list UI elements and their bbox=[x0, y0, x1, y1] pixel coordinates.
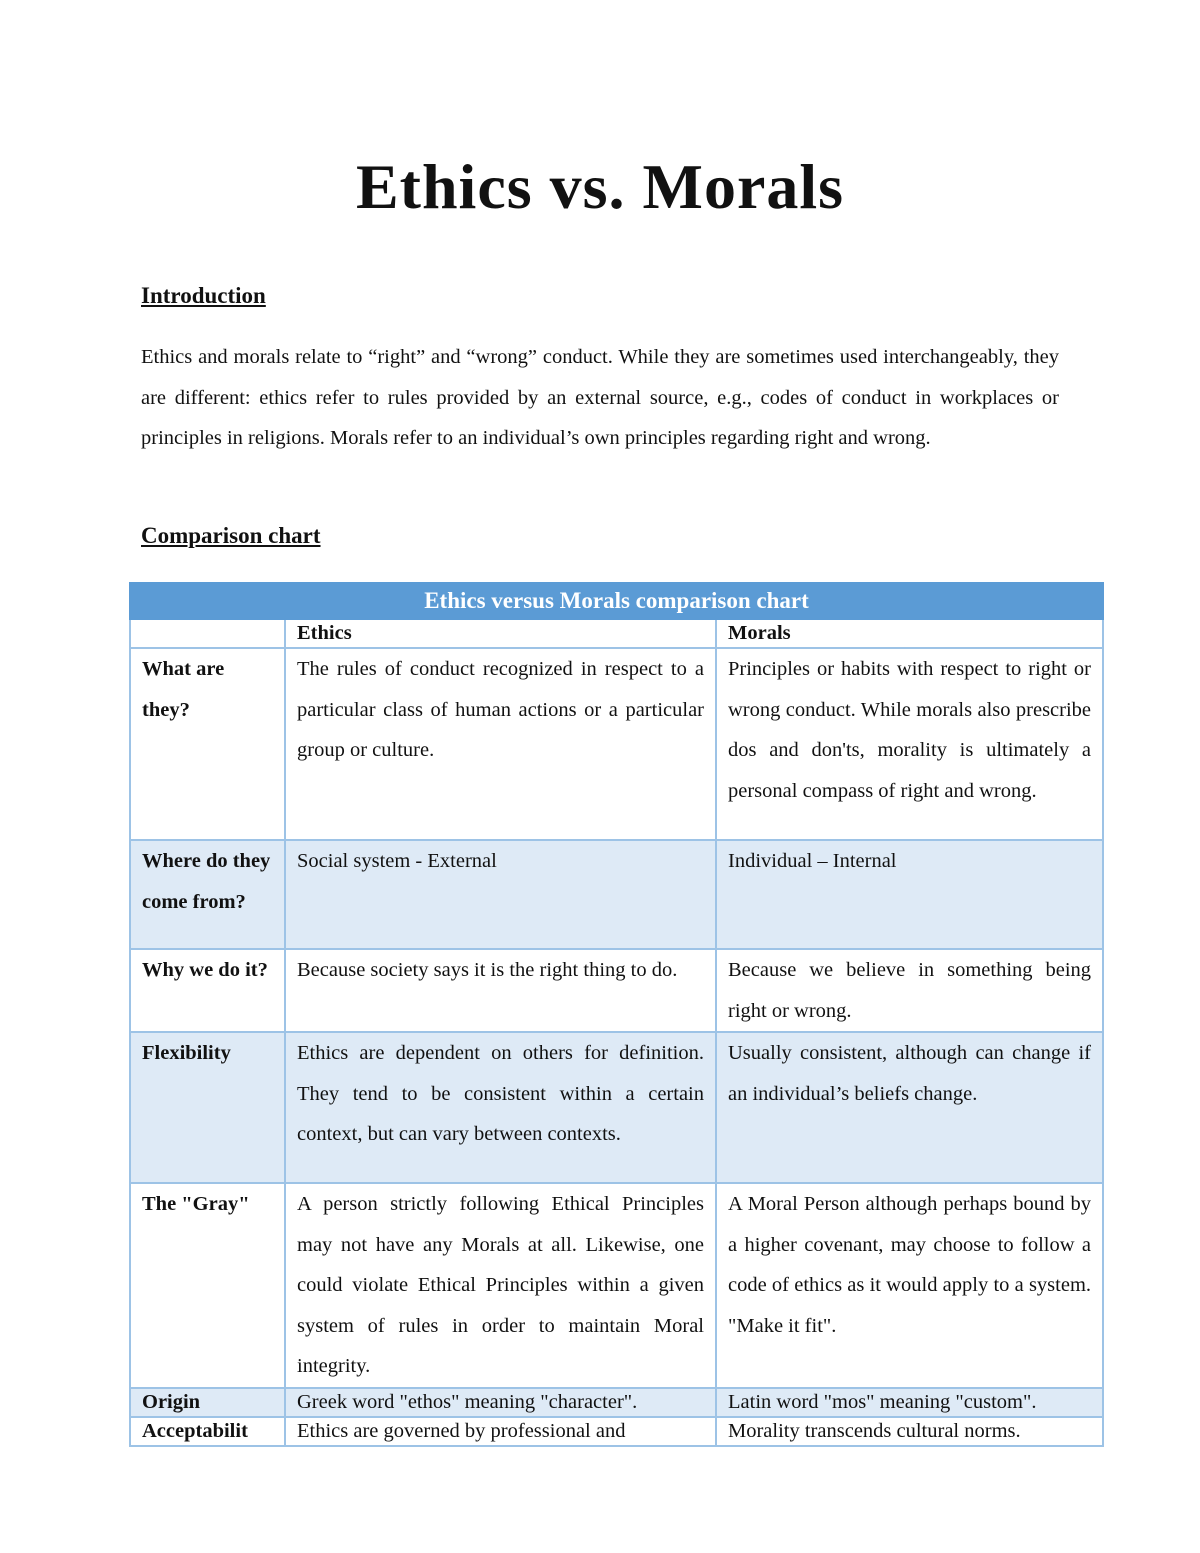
ethics-cell: Ethics are governed by professional and bbox=[285, 1417, 716, 1446]
table-row bbox=[130, 1388, 1103, 1417]
row-label: Where do they come from? bbox=[130, 840, 285, 949]
table-row bbox=[130, 648, 1103, 840]
row-label: What are they? bbox=[130, 648, 285, 840]
row-label: Why we do it? bbox=[130, 949, 285, 1032]
introduction-paragraph: Ethics and morals relate to “right” and “wrong” conduct. While they are sometimes used interchangeably, they are different: ethics refer to rules provided by an external source, e.g., codes of conduct in workplaces or principles in religions. Morals refer to an individual’s own principles regarding right and wrong. bbox=[141, 346, 1059, 449]
header-cell-ethics: Ethics bbox=[285, 619, 716, 648]
morals-cell: Principles or habits with respect to right or wrong conduct. While morals also prescribe dos and don'ts, morality is ultimately a personal compass of right and wrong. bbox=[716, 648, 1103, 840]
table-row bbox=[130, 1032, 1103, 1183]
ethics-cell: The rules of conduct recognized in respect to a particular class of human actions or a particular group or culture. bbox=[285, 648, 716, 840]
table-row bbox=[130, 1417, 1103, 1446]
table-row bbox=[130, 949, 1103, 1032]
row-label: The "Gray" bbox=[130, 1183, 285, 1388]
morals-cell: Morality transcends cultural norms. bbox=[716, 1417, 1103, 1446]
ethics-cell: Ethics are dependent on others for definition. They tend to be consistent within a certain context, but can vary between contexts. bbox=[285, 1032, 716, 1183]
row-label: Origin bbox=[130, 1388, 285, 1417]
comparison-table bbox=[129, 582, 1104, 1447]
ethics-cell: Social system - External bbox=[285, 840, 716, 949]
table-header-row bbox=[130, 619, 1103, 648]
morals-cell: Because we believe in something being right or wrong. bbox=[716, 949, 1103, 1032]
table-caption-row bbox=[130, 583, 1103, 619]
table-row bbox=[130, 1183, 1103, 1388]
page-title: Ethics vs. Morals bbox=[355, 151, 845, 222]
comparison-heading: Comparison chart bbox=[141, 523, 321, 548]
introduction-heading: Introduction bbox=[141, 283, 266, 308]
ethics-cell: Greek word "ethos" meaning "character". bbox=[285, 1388, 716, 1417]
morals-cell: Individual – Internal bbox=[716, 840, 1103, 949]
morals-cell: A Moral Person although perhaps bound by a higher covenant, may choose to follow a code of ethics as it would apply to a system. "Make it fit". bbox=[716, 1183, 1103, 1388]
ethics-cell: A person strictly following Ethical Principles may not have any Morals at all. Likewise, one could violate Ethical Principles within a given system of rules in order to maintain Moral integrity. bbox=[285, 1183, 716, 1388]
table-row bbox=[130, 840, 1103, 949]
ethics-cell: Because society says it is the right thing to do. bbox=[285, 949, 716, 1032]
morals-cell: Latin word "mos" meaning "custom". bbox=[716, 1388, 1103, 1417]
header-cell-morals: Morals bbox=[716, 619, 1103, 648]
morals-cell: Usually consistent, although can change if an individual’s beliefs change. bbox=[716, 1032, 1103, 1183]
header-cell-empty bbox=[130, 619, 285, 648]
row-label: Flexibility bbox=[130, 1032, 285, 1183]
row-label: Acceptabilit bbox=[130, 1417, 285, 1446]
table-caption: Ethics versus Morals comparison chart bbox=[130, 583, 1103, 619]
